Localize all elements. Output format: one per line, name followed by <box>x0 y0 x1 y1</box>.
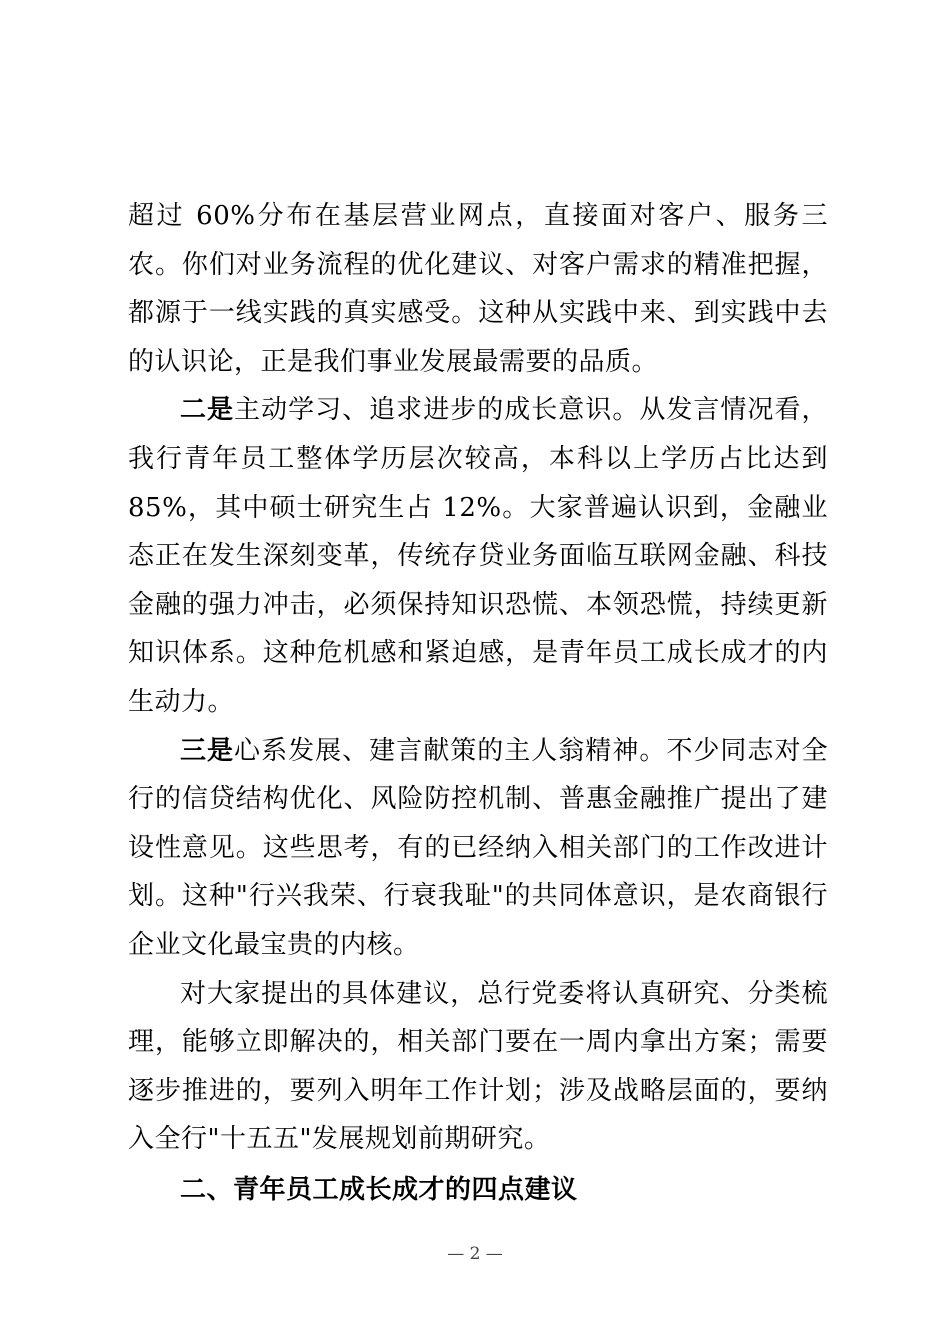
paragraph-point-two <box>128 386 828 726</box>
point-two-text: 主动学习、追求进步的成长意识。从发言情况看，我行青年员工整体学历层次较高，本科以上学历占比达到 85%，其中硕士研究生占 12%。大家普遍认识到，金融业态正在发生深刻变革，传统存贷业务面临互联网金融、科技金融的强力冲击，必须保持知识恐慌、本领恐慌，持续更新知识体系。这种危机感和紧迫感，是青年员工成长成才的内生动力。 <box>128 395 828 717</box>
point-three-lead: 三是 <box>180 735 235 766</box>
section-heading: 二、青年员工成长成才的四点建议 <box>180 1174 578 1205</box>
point-two-lead: 二是 <box>180 395 235 426</box>
paragraph-point-three <box>128 727 828 970</box>
page-number: — 2 — <box>447 1244 503 1264</box>
document-body <box>128 192 828 1214</box>
paragraph-suggestions-handling: 对大家提出的具体建议，总行党委将认真研究、分类梳理，能够立即解决的，相关部门要在一周内拿出方案；需要逐步推进的，要列入明年工作计划；涉及战略层面的，要纳入全行"十五五"发展规划前期研究。 <box>128 978 828 1155</box>
paragraph-continuation: 超过 60%分布在基层营业网点，直接面对客户、服务三农。你们对业务流程的优化建议、对客户需求的精准把握，都源于一线实践的真实感受。这种从实践中来、到实践中去的认识论，正是我们事业发展最需要的品质。 <box>128 201 828 377</box>
point-three-text: 心系发展、建言献策的主人翁精神。不少同志对全行的信贷结构优化、风险防控机制、普惠金融推广提出了建设性意见。这些思考，有的已经纳入相关部门的工作改进计划。这种"行兴我荣、行衰我耻"的共同体意识，是农商银行企业文化最宝贵的内核。 <box>128 735 828 960</box>
